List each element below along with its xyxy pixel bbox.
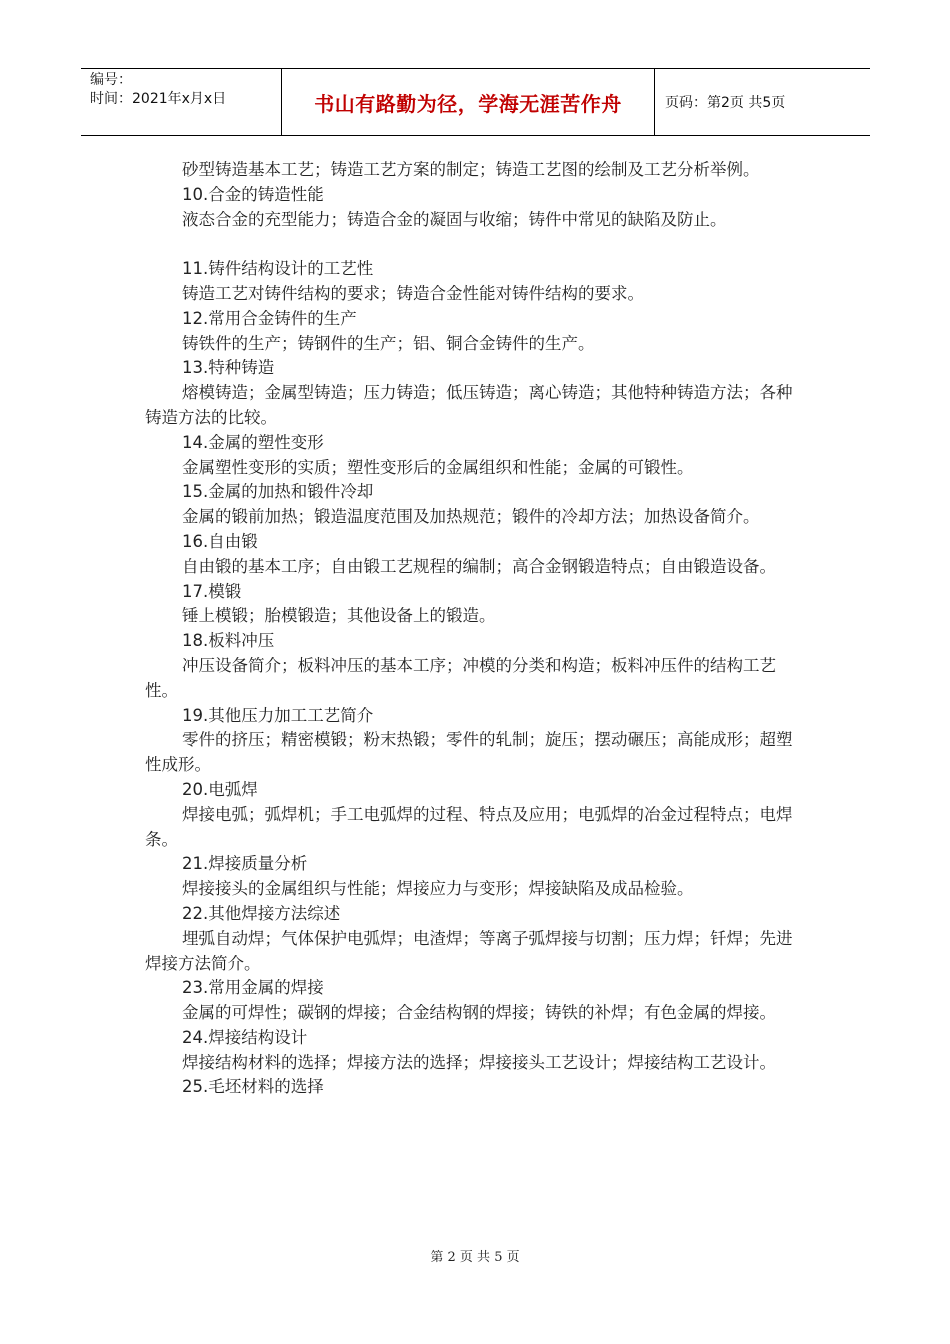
document-body xyxy=(145,158,805,1100)
section-body: 金属的锻前加热；锻造温度范围及加热规范；锻件的冷却方法；加热设备简介。 xyxy=(182,507,760,527)
section-title: 17.模锻 xyxy=(182,581,242,601)
section-title: 21.焊接质量分析 xyxy=(182,854,308,874)
section-body: 锤上模锻；胎模锻造；其他设备上的锻造。 xyxy=(182,606,496,626)
section-title: 15.金属的加热和锻件冷却 xyxy=(182,482,374,502)
section-title: 14.金属的塑性变形 xyxy=(182,432,324,452)
section-body: 液态合金的充型能力；铸造合金的凝固与收缩；铸件中常见的缺陷及防止。 xyxy=(182,209,727,229)
header-meta xyxy=(81,69,282,135)
page-footer: 第 2 页 共 5 页 xyxy=(430,1250,520,1265)
section-title: 10.合金的铸造性能 xyxy=(182,184,324,204)
page-header xyxy=(81,68,870,136)
section-body: 焊接结构材料的选择；焊接方法的选择；焊接接头工艺设计；焊接结构工艺设计。 xyxy=(182,1052,776,1072)
header-motto: 书山有路勤为径，学海无涯苦作舟 xyxy=(282,69,655,135)
section-body: 铸造工艺对铸件结构的要求；铸造合金性能对铸件结构的要求。 xyxy=(182,283,644,303)
header-page-info: 页码：第2页 共5页 xyxy=(665,95,786,111)
section-title: 16.自由锻 xyxy=(182,531,258,551)
section-body: 自由锻的基本工序；自由锻工艺规程的编制；高合金钢锻造特点；自由锻造设备。 xyxy=(182,556,776,576)
section-title: 23.常用金属的焊接 xyxy=(182,978,324,998)
section-title: 19.其他压力加工工艺简介 xyxy=(182,705,374,725)
section-body: 铸铁件的生产；铸钢件的生产；铝、铜合金铸件的生产。 xyxy=(182,333,595,353)
section-title: 11.铸件结构设计的工艺性 xyxy=(182,259,374,279)
section-body: 金属的可焊性；碳钢的焊接；合金结构钢的焊接；铸铁的补焊；有色金属的焊接。 xyxy=(182,1003,776,1023)
section-title: 24.焊接结构设计 xyxy=(182,1027,308,1047)
section-body: 埋弧自动焊；气体保护电弧焊；电渣焊；等离子弧焊接与切割；压力焊；钎焊；先进焊接方法简介。 xyxy=(145,928,793,973)
section-title: 12.常用合金铸件的生产 xyxy=(182,308,357,328)
document-time-label: 时间：2021年x月x日 xyxy=(90,91,227,107)
section-title: 18.板料冲压 xyxy=(182,631,275,651)
section-title: 13.特种铸造 xyxy=(182,358,275,378)
section-body: 砂型铸造基本工艺；铸造工艺方案的制定；铸造工艺图的绘制及工艺分析举例。 xyxy=(182,160,760,179)
section-body: 焊接电弧；弧焊机；手工电弧焊的过程、特点及应用；电弧焊的冶金过程特点；电焊条。 xyxy=(145,804,793,849)
section-body: 冲压设备简介；板料冲压的基本工序；冲模的分类和构造；板料冲压件的结构工艺性。 xyxy=(145,655,776,700)
section-title: 25.毛坯材料的选择 xyxy=(182,1077,324,1097)
blank-line xyxy=(145,232,805,257)
section-body: 零件的挤压；精密模锻；粉末热锻；零件的轧制；旋压；摆动碾压；高能成形；超塑性成形。 xyxy=(145,730,793,775)
section-body: 焊接接头的金属组织与性能；焊接应力与变形；焊接缺陷及成品检验。 xyxy=(182,879,694,899)
document-number-label: 编号： xyxy=(90,72,132,88)
section-body: 熔模铸造；金属型铸造；压力铸造；低压铸造；离心铸造；其他特种铸造方法；各种铸造方法的比较。 xyxy=(145,383,793,427)
section-body: 金属塑性变形的实质；塑性变形后的金属组织和性能；金属的可锻性。 xyxy=(182,457,694,477)
section-title: 22.其他焊接方法综述 xyxy=(182,903,341,923)
section-title: 20.电弧焊 xyxy=(182,779,258,799)
